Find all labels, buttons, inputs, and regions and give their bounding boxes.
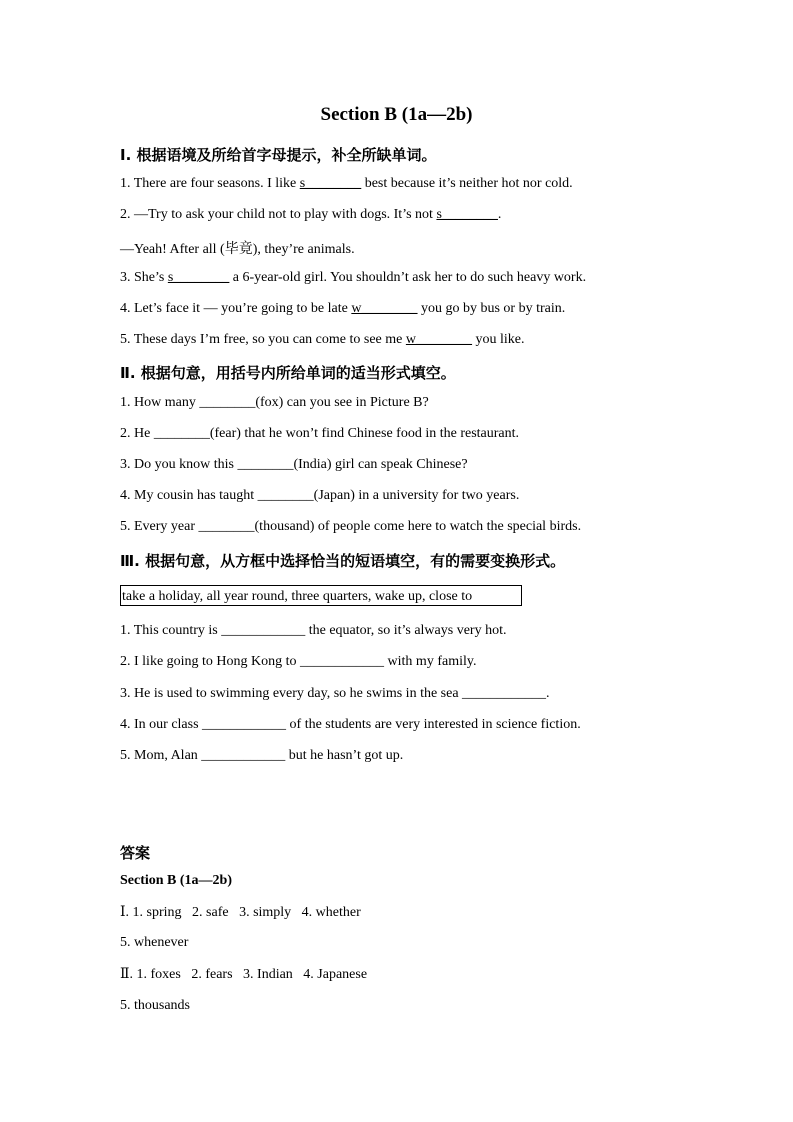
item-text: 3. She’s bbox=[120, 270, 168, 285]
item-text: . bbox=[497, 207, 502, 222]
part2-item-2: 2. He ________(fear) that he won’t find Chinese food in the restaurant. bbox=[120, 426, 520, 441]
item-text: you like. bbox=[472, 332, 525, 347]
part1-heading: Ⅰ. 根据语境及所给首字母提示，补全所缺单词。 bbox=[120, 146, 437, 164]
part2-item-5: 5. Every year ________(thousand) of people come here to watch the special birds. bbox=[120, 519, 582, 534]
part2-item-3: 3. Do you know this ________(India) girl can speak Chinese? bbox=[120, 457, 468, 472]
answer-line-2 bbox=[120, 935, 188, 951]
answer-blank: s________ bbox=[167, 270, 230, 285]
item-text: you go by bus or by train. bbox=[417, 301, 566, 316]
part3-item-3: 3. He is used to swimming every day, so he swims in the sea ____________. bbox=[120, 686, 550, 701]
item-text: 1. There are four seasons. I like bbox=[120, 176, 300, 191]
part2-heading: Ⅱ. 根据句意，用括号内所给单词的适当形式填空。 bbox=[120, 364, 456, 382]
part3-item-5: 5. Mom, Alan ____________ but he hasn’t got up. bbox=[120, 748, 404, 763]
part1-item-1 bbox=[120, 176, 573, 192]
item-text: —Yeah! After all (毕竟), they’re animals. bbox=[120, 242, 355, 257]
answer-blank: s________ bbox=[299, 176, 362, 191]
answer-blank: s________ bbox=[436, 207, 498, 222]
phrase-box: take a holiday, all year round, three quarters, wake up, close to bbox=[120, 585, 522, 606]
part2-item-4: 4. My cousin has taught ________(Japan) in a university for two years. bbox=[120, 488, 520, 503]
answers-section-title: Section B (1a—2b) bbox=[120, 873, 232, 888]
answer-text: Ⅱ. 1. foxes 2. fears 3. Indian 4. Japanese bbox=[120, 967, 368, 982]
part1-item-4 bbox=[120, 301, 565, 317]
item-text: 4. Let’s face it — you’re going to be late bbox=[120, 301, 352, 316]
answer-text: 5. thousands bbox=[120, 998, 190, 1013]
part1-item-2 bbox=[120, 207, 501, 223]
answer-line-1 bbox=[120, 904, 361, 921]
answer-blank: w________ bbox=[351, 301, 418, 316]
answer-line-3 bbox=[120, 966, 367, 983]
part3-item-4: 4. In our class ____________ of the students are very interested in science fiction. bbox=[120, 717, 581, 732]
part3-item-1: 1. This country is ____________ the equator, so it’s always very hot. bbox=[120, 623, 507, 638]
part1-item-2-reply bbox=[120, 238, 355, 258]
part3-heading: Ⅲ. 根据句意，从方框中选择恰当的短语填空，有的需要变换形式。 bbox=[120, 552, 566, 570]
part1-item-3 bbox=[120, 270, 586, 286]
part3-item-2: 2. I like going to Hong Kong to ____________ with my family. bbox=[120, 654, 477, 669]
part1-item-5 bbox=[120, 332, 525, 348]
answer-text: 5. whenever bbox=[120, 935, 189, 950]
item-text: 5. These days I’m free, so you can come to see me bbox=[120, 332, 406, 347]
answer-blank: w________ bbox=[405, 332, 472, 347]
answer-line-4 bbox=[120, 998, 190, 1014]
item-text: best because it’s neither hot nor cold. bbox=[361, 176, 573, 191]
part2-item-1: 1. How many ________(fox) can you see in Picture B? bbox=[120, 395, 429, 410]
answers-heading: 答案 bbox=[120, 844, 151, 862]
item-text: a 6-year-old girl. You shouldn’t ask her to do such heavy work. bbox=[229, 270, 587, 285]
item-text: 2. —Try to ask your child not to play with dogs. It’s not bbox=[120, 207, 437, 222]
page-title: Section B (1a—2b) bbox=[320, 104, 473, 125]
answer-text: Ⅰ. 1. spring 2. safe 3. simply 4. whether bbox=[120, 905, 361, 920]
